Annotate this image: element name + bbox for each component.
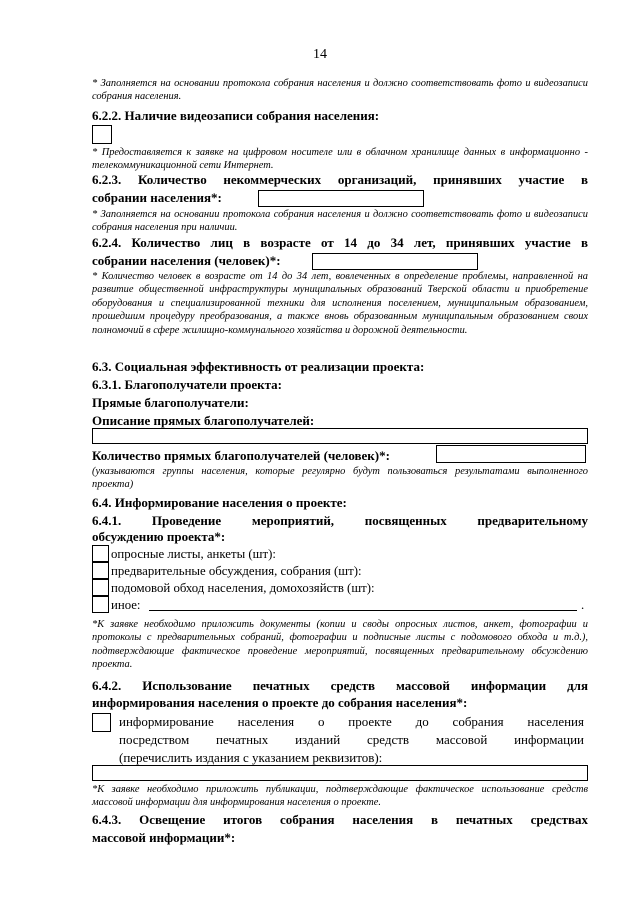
option-survey-checkbox[interactable] (92, 545, 109, 562)
beneficiaries-count-label: Количество прямых благополучателей (человек)*: (92, 448, 390, 463)
section-6-2-2-title: 6.2.2. Наличие видеозаписи собрания населения: (92, 108, 380, 123)
print-media-option-line2: посредством печатных изданий средств массовой информации (119, 732, 584, 747)
video-checkbox[interactable] (92, 125, 112, 144)
section-6-4-3-title-line1: 6.4.3. Освещение итогов собрания населения в печатных средствах (92, 812, 588, 827)
section-6-2-3-title-line2: собрании населения*: (92, 190, 222, 205)
print-media-checkbox[interactable] (92, 713, 111, 732)
section-6-4-title: 6.4. Информирование населения о проекте: (92, 495, 347, 510)
beneficiaries-note: (указываются группы населения, которые регулярно будут пользоваться результатами выполненного проекта) (92, 466, 588, 491)
option-other-checkbox[interactable] (92, 596, 109, 613)
beneficiaries-description-label: Описание прямых благополучателей: (92, 413, 315, 428)
section-6-4-1-note: *К заявке необходимо приложить документы (копии и своды опросных листов, анкет, фотографии и протоколы с предварительных собраний, фотографии и подписные листы с подомового обхода и т.д.), подтверждающие фактическое проведение мероприятий, посвященных предварительному обсуждению проекта. (92, 619, 588, 671)
option-other-input[interactable] (149, 610, 577, 611)
section-6-4-1-title-line1: 6.4.1. Проведение мероприятий, посвященных предварительному (92, 513, 588, 528)
section-6-2-2-note: * Предоставляется к заявке на цифровом носителе или в облачном хранилище данных в информационно - телекоммуникационной сети Интернет. (92, 147, 588, 172)
section-6-4-3-title-line2: массовой информации*: (92, 830, 236, 845)
section-6-4-2-note: *К заявке необходимо приложить публикации, подтверждающие фактическое использование средств массовой информации для информирования населения о проекте. (92, 784, 588, 809)
direct-beneficiaries-label: Прямые благополучатели: (92, 395, 249, 410)
section-6-2-3-title-line1: 6.2.3. Количество некоммерческих организаций, принявших участие в (92, 172, 588, 187)
section-6-2-3-note: * Заполняется на основании протокола собрания населения и должно соответствовать фото и видеозаписи собрания населения при наличии. (92, 209, 588, 234)
section-6-2-4-title-line2: собрании населения (человек)*: (92, 253, 281, 268)
option-other-label: иное: (111, 598, 141, 612)
section-6-2-4-title-line1: 6.2.4. Количество лиц в возрасте от 14 до 34 лет, принявших участие в (92, 235, 588, 250)
youth-count-input[interactable] (312, 253, 478, 270)
option-door-to-door-checkbox[interactable] (92, 579, 109, 596)
page-number: 14 (313, 47, 327, 62)
option-discussions-label: предварительные обсуждения, собрания (шт): (111, 564, 362, 578)
section-6-3-1-title: 6.3.1. Благополучатели проекта: (92, 377, 282, 392)
section-6-4-1-title-line2: обсуждению проекта*: (92, 529, 226, 544)
print-media-option-line3: (перечислить издания с указанием реквизитов): (119, 750, 383, 765)
option-discussions-checkbox[interactable] (92, 562, 109, 579)
nko-count-input[interactable] (258, 190, 424, 207)
print-media-option-line1: информирование населения о проекте до собрания населения (119, 714, 584, 729)
section-6-4-2-title-line1: 6.4.2. Использование печатных средств массовой информации для (92, 678, 588, 693)
footnote-protocol: * Заполняется на основании протокола собрания населения и должно соответствовать фото и видеозаписи собрания населения. (92, 78, 588, 103)
option-survey-label: опросные листы, анкеты (шт): (111, 547, 276, 561)
section-6-4-2-title-line2: информирования населения о проекте до собрания населения*: (92, 695, 468, 710)
print-media-list-input[interactable] (92, 765, 588, 781)
option-other-end-mark: . (581, 598, 585, 612)
section-6-2-4-note: * Количество человек в возрасте от 14 до 34 лет, вовлеченных в определение проблемы, направленной на развитие общественной инфраструктуры муниципальных образований Тверской области и приобретение оборудования и специализированной техники для исполнения поселением, муниципальным образованием, прошедшим процедуру преобразования, а также вновь образованным муниципальным образованием своих полномочий в сфере жилищно-коммунального хозяйства и дорожной деятельности. (92, 271, 588, 336)
beneficiaries-count-input[interactable] (436, 445, 586, 463)
option-door-to-door-label: подомовой обход населения, домохозяйств (шт): (111, 581, 375, 595)
beneficiaries-description-input[interactable] (92, 428, 588, 444)
section-6-3-title: 6.3. Социальная эффективность от реализации проекта: (92, 359, 425, 374)
